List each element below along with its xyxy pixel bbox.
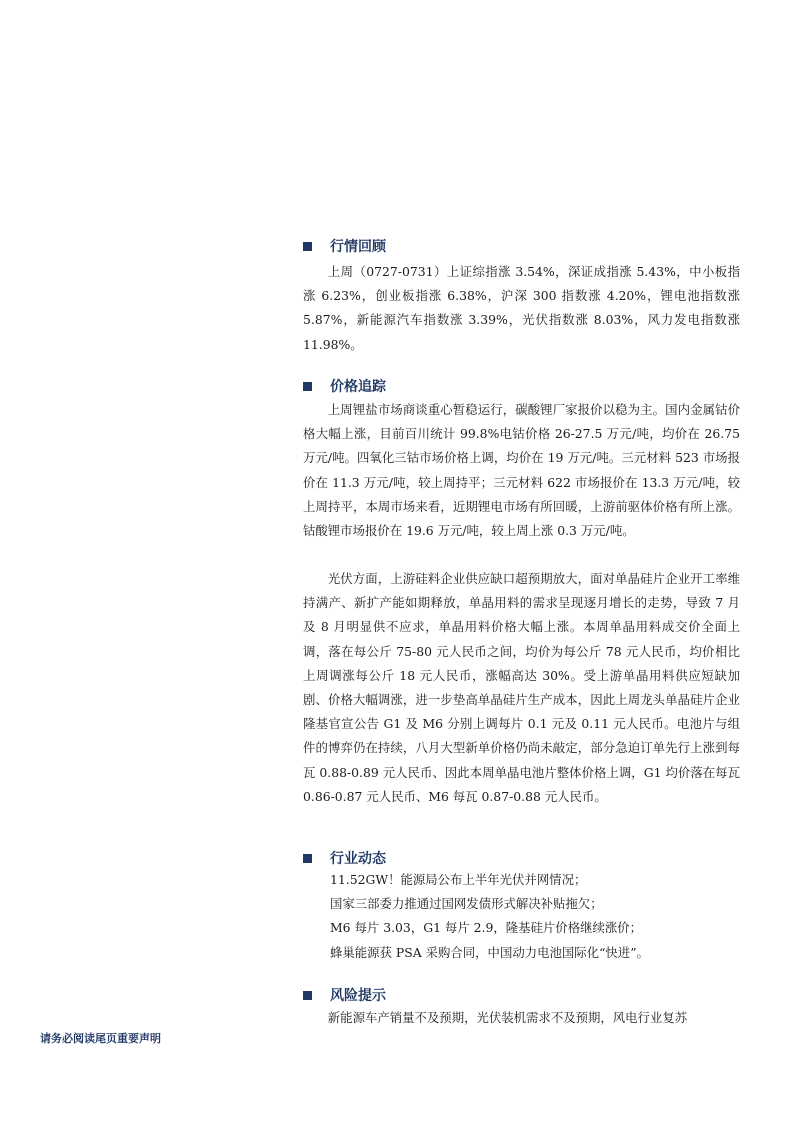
price-tracking-paragraph-1: 上周锂盐市场商谈重心暂稳运行，碳酸锂厂家报价以稳为主。国内金属钴价格大幅上涨，目前百川统计 99.8%电钴价格 26-27.5 万元/吨，均价在 26.75 万元/吨。四氧化三钴市场价格上调，均价在 19 万元/吨。三元材料 523 市场报价在 11.3 万元/吨，较上周持平；三元材料 622 市场报价在 13.3 万元/吨，较上周持平，本周市场来看，近期锂电市场有所回暖，上游前驱体价格有所上涨。钴酸锂市场报价在 19.6 万元/吨，较上周上涨 0.3 万元/吨。	[303, 402, 740, 539]
section-title: 风险提示	[330, 988, 386, 1004]
square-bullet-icon	[303, 854, 312, 863]
square-bullet-icon	[303, 382, 312, 391]
industry-news-list	[330, 868, 740, 965]
square-bullet-icon	[303, 991, 312, 1000]
news-item: 蜂巢能源获 PSA 采购合同，中国动力电池国际化“快进”。	[330, 944, 649, 960]
news-item: 国家三部委力推通过国网发债形式解决补贴拖欠；	[330, 896, 603, 912]
section-heading-industry-news	[303, 848, 386, 868]
price-tracking-paragraph-2: 光伏方面，上游硅料企业供应缺口超预期放大，面对单晶硅片企业开工率维持满产、新扩产能如期释放，单晶用料的需求呈现逐月增长的走势，导致 7 月及 8 月明显供不应求，单晶用料价格大幅上涨。本周单晶用料成交价全面上调，落在每公斤 75-80 元人民币之间，均价为每公斤 78 元人民币，均价相比上周调涨每公斤 18 元人民币，涨幅高达 30%。受上游单晶用料供应短缺加剧、价格大幅调涨，进一步垫高单晶硅片生产成本，因此上周龙头单晶硅片企业隆基官宣公告 G1 及 M6 分别上调每片 0.1 元及 0.11 元人民币。电池片与组件的博弈仍在持续，八月大型新单价格仍尚未敲定，部分急迫订单先行上涨到每瓦 0.88-0.89 元人民币、因此本周单晶电池片整体价格上调，G1 均价落在每瓦 0.86-0.87 元人民币、M6 每瓦 0.87-0.88 元人民币。	[303, 571, 740, 804]
section-title: 价格追踪	[330, 379, 386, 395]
section-heading-price-tracking	[303, 376, 386, 396]
section-title: 行业动态	[330, 851, 386, 867]
news-item: 11.52GW！能源局公布上半年光伏并网情况；	[330, 872, 587, 887]
footer-disclaimer: 请务必阅读尾页重要声明	[40, 1032, 161, 1045]
square-bullet-icon	[303, 242, 312, 251]
risk-paragraph: 新能源车产销量不及预期，光伏装机需求不及预期，风电行业复苏	[327, 1010, 688, 1025]
news-item: M6 每片 3.03，G1 每片 2.9，隆基硅片价格继续涨价；	[330, 920, 643, 936]
section-heading-risk	[303, 985, 386, 1005]
section-title: 行情回顾	[330, 239, 386, 255]
market-review-paragraph: 上周（0727-0731）上证综指涨 3.54%，深证成指涨 5.43%，中小板指涨 6.23%，创业板指涨 6.38%，沪深 300 指数涨 4.20%，锂电池指数涨 5.87%，新能源汽车指数涨 3.39%，光伏指数涨 8.03%，风力发电指数涨 11.98%。	[303, 264, 740, 352]
section-heading-market-review	[303, 236, 386, 256]
